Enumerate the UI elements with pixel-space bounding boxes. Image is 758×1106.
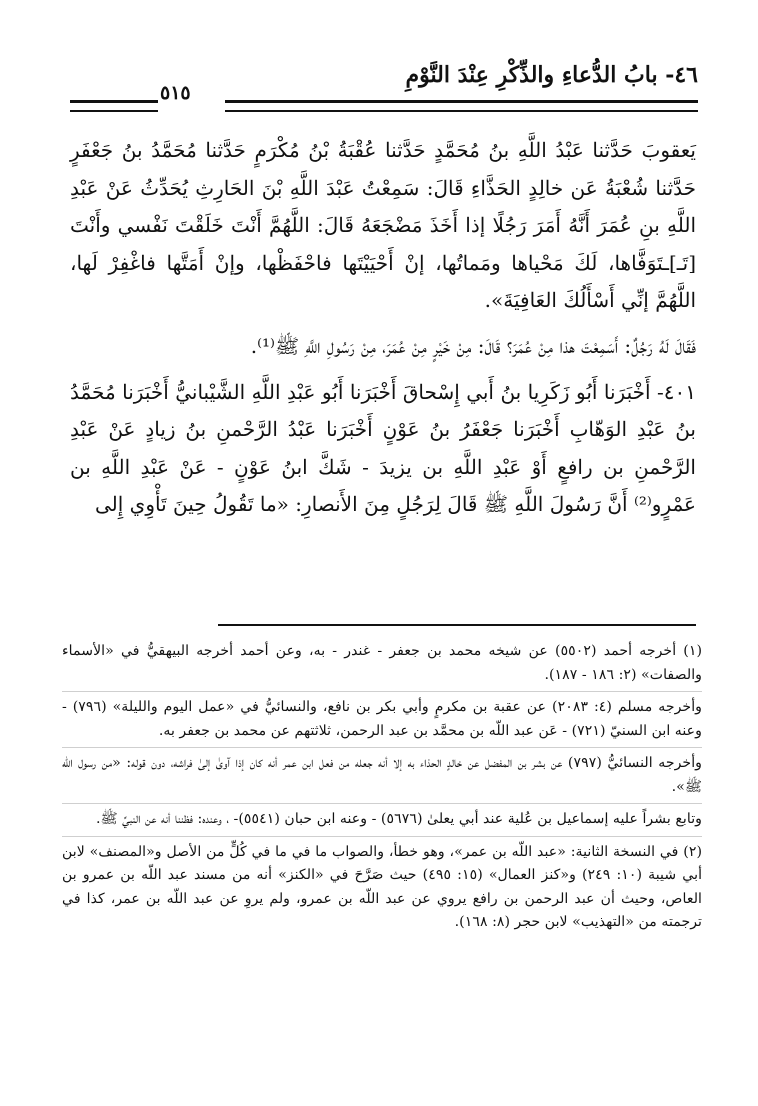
header-rule-left — [70, 100, 158, 112]
footnote-separator — [62, 803, 702, 804]
main-paragraph-3: ٤٠١- أَخْبَرَنا أَبُو زَكَرِيا بنُ أَبي إِسْحاقَ أَخْبَرَنا أَبُو عَبْدِ اللَّهِ الشَّيْبانيُّ أَخْبَرَنا مُحَمَّدُ بنُ عَبْدِ الوَهّابِ أَخْبَرَنا جَعْفَرُ بنُ عَوْنٍ أَخْبَرَنا عَبْدُ الرَّحْمنِ بنُ زيادٍ عَنْ عَبْدِ الرَّحْمنِ بن رافعٍ أَوْ عَبْدِ اللَّهِ بن يزيدَ - شَكَّ ابنُ عَوْنٍ - عَنْ عَبْدِ اللَّهِ بن عَمْرٍو⁽²⁾ أَنَّ رَسُولَ اللَّهِ ﷺ قَالَ لِرَجُلٍ مِنَ الأَنصارِ: «ما تَقُولُ حِينَ تَأْوِي إِلى — [70, 379, 696, 517]
footnote-1-continued: وأخرجه مسلم (٤: ٢٠٨٣) عن عقبة بن مكرمٍ وأبي بكر بن نافع، والنسائيُّ في «عمل اليوم والليلة» (٧٩٦) - وعنه ابن السنيّ (٧٢١) - عَن عبد اللّه بن محمَّد بن عبد الرحمن، ثلاثتهم عن محمد بن جعفر به. — [62, 699, 702, 739]
footnote-separator — [62, 691, 702, 692]
footnote-2: (٢) في النسخة الثانية: «عبد اللّه بن عمر»، وهو خطأ، والصواب ما في ما في كُلٍّ من الأصل و«المصنف» لابن أبي شيبة (١٠: ٢٤٩) و«كنز العمال» (١٥: ٤٩٥) حيث صَرَّحَ في «الكنز» أنه من مسند عبد اللّه بن عمرو بن العاص، وحيث أن عبد الرحمن بن رافع يروي عن عبد اللّه بن عمرو، ولم يروِ عن عبد اللّه بن عمر، كذا في ترجمته من «التهذيب» لابن حجر (٨: ١٦٨). — [62, 843, 703, 930]
footnote-1: (١) أخرجه أحمد (٥٥٠٢) عن شيخه محمد بن جعفر - غندر - به، وعن أحمد أخرجه البيهقيُّ في «الأسماء والصفات» (٢: ١٨٦ - ١٨٧). — [62, 643, 702, 683]
header-rule-right — [225, 100, 698, 112]
footnote-separator — [62, 836, 702, 837]
footnotes — [62, 640, 702, 935]
chapter-title: ٤٦- بابُ الدُّعاءِ والذِّكْرِ عِنْدَ النَّوْمِ — [405, 62, 698, 88]
main-paragraph-2: فَقَالَ لَهُ رَجُلٌ: أَسَمِعْتَ هذا مِنْ عُمَرَ؟ قَالَ: مِنْ خَيْرٍ مِنْ عُمَرَ، مِنْ رَسُولِ اللَّهِ ﷺ⁽¹⁾. — [250, 333, 696, 358]
footnote-separator — [62, 747, 702, 748]
main-text — [70, 132, 696, 524]
page-header — [70, 62, 698, 114]
footnote-divider — [218, 624, 696, 626]
footnote-1-continued: وأخرجه النسائيُّ (٧٩٧) عن بشر بن المفضل عن خالدٍ الحذاء به إلا أنه جعله من فعل ابن عمر أنه كان إذا آوىٰ إلىٰ فراشه، دون قوله: «من رسول اللّه ﷺ». — [62, 755, 702, 795]
main-paragraph-1: يَعقوبَ حَدَّثنا عَبْدُ اللَّهِ بنُ مُحَمَّدٍ حَدَّثنا عُقْبَةُ بْنُ مُكْرَمٍ حَدَّثنا مُحَمَّدُ بنُ جَعْفَرٍ حَدَّثنا شُعْبَةُ عَن خالِدٍ الحَذَّاءِ قَالَ: سَمِعْتُ عَبْدَ اللَّهِ بْنَ الحَارِثِ يُحَدِّثُ عَنْ عَبْدِ اللَّهِ بنِ عُمَرَ أَنَّهُ أَمَرَ رَجُلًا إذا أَخَذَ مَضْجَعَهُ قَالَ: اللَّهُمَّ أَنْتَ خَلَقْتَ نَفْسي وأَنْتَ [تَـ]ـتَوَفَّاها، لَكَ مَحْياها ومَماتُها، إنْ أَحْيَيْتَها فاحْفَظْها، وإنْ أَمَتَّها فاغْفِرْ لَها، اللَّهُمَّ إنِّي أَسْأَلُكَ العَافِيَةَ». — [70, 138, 696, 313]
footnote-1-continued: وتابع بشراً عليه إسماعيل بن عُلية عند أبي يعلىٰ (٥٦٧٦) - وعنه ابن حبان (٥٥٤١)- ، وعنده: فظننا أنه عن النبيِّ ﷺ. — [95, 811, 702, 827]
page-number: ٥١٥ — [160, 82, 191, 104]
